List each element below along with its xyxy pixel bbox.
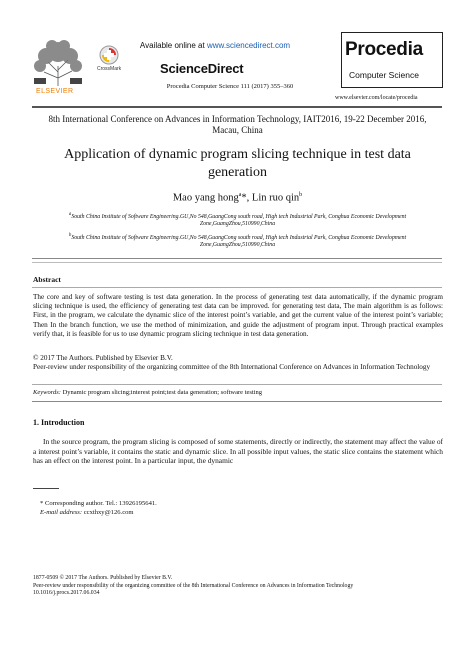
section-rule-thin: [32, 262, 442, 263]
keywords-rule-bottom: [32, 401, 442, 402]
author-1: Mao yang hong: [172, 192, 239, 204]
copyright-block: [33, 354, 443, 372]
abstract-rule: [32, 287, 442, 288]
intro-text: In the source program, the program slicing is composed of some statements, directly or indirectly, the statement may affect the value of a interest point’s variable, it contains the static and dynamic slice. In all possible input values, the static slice contains the statement which has an effect on the interest point. In a particular input, the dynamic: [33, 437, 443, 466]
available-prefix: Available online at: [139, 41, 207, 50]
affiliation-b: [40, 232, 435, 250]
paper-title: Application of dynamic program slicing technique in test data generation: [64, 147, 411, 180]
elsevier-wordmark: ELSEVIER: [36, 88, 74, 95]
elsevier-url[interactable]: www.elsevier.com/locate/procedia: [335, 95, 418, 101]
abstract-text: The core and key of software testing is test data generation. In the process of generating test data automatically, if the dynamic program slicing technique is used, the efficiency of generating test data can be improved. for generating test data, The main algorithm is as follows: First, in the program, we calculate the dynamic slice of the interest point’s variable, and get the current value of the interest point’s variable; Then In the branch function, we use the method of minimization, and guide the adjustment of program input. Through practical examples verify that, it is feasible for us to use dynamic program slicing technique in test data generation.: [33, 293, 443, 338]
email-address[interactable]: ccxthxy@126.com: [82, 509, 134, 516]
affiliation-b-mark: b: [68, 233, 72, 238]
keywords-label: Keywords:: [33, 389, 61, 396]
sciencedirect-logo: ScienceDirect: [160, 61, 244, 76]
author-line: [40, 192, 435, 204]
author-1-star: *: [241, 192, 247, 204]
bottom-peer-review: Peer-review under responsibility of the organizing committee of the 8th International Conference on Advances in Information Technology: [33, 582, 354, 589]
header-rule: [32, 106, 442, 108]
author-separator: ,: [246, 192, 252, 204]
affiliation-a-text: South China Institute of Software Engineering.GU,No 548,GuangCong south road, High tech Industrial Park, Conghua Economic Development Zone,GuangZhou,510990,China: [71, 213, 407, 228]
copyright-line: © 2017 The Authors. Published by Elsevier B.V.: [33, 354, 173, 362]
affiliation-a: [40, 211, 435, 229]
procedia-logo-box: [341, 32, 443, 88]
intro-heading: 1. Introduction: [33, 418, 85, 427]
journal-reference: Procedia Computer Science 111 (2017) 355–360: [166, 83, 294, 90]
keywords-rule: [32, 384, 442, 385]
issn-line: 1877-0509 © 2017 The Authors. Published by Elsevier B.V.: [33, 575, 173, 581]
doi-line[interactable]: 10.1016/j.procs.2017.06.034: [33, 590, 100, 597]
elsevier-tree-logo: [30, 38, 86, 88]
author-1-mark: a: [238, 192, 242, 198]
affiliation-b-text: South China Institute of Software Engineering.GU,No 548,GuangCong south road, High tech Industrial Park, Conghua Economic Development Zone,GuangZhou,510990,China: [71, 234, 407, 249]
peer-review-line: Peer-review under responsibility of the organizing committee of the 8th International Conference on Advances in Information Technology: [33, 363, 431, 372]
keywords-line: [33, 389, 443, 396]
conference-line: 8th International Conference on Advances in Information Technology, IAIT2016, 19-22 December 2016, Macau, China: [48, 114, 427, 135]
sciencedirect-link[interactable]: www.sciencedirect.com: [206, 41, 291, 50]
affiliation-a-mark: a: [68, 212, 72, 217]
abstract-heading: Abstract: [33, 275, 61, 284]
procedia-title: Procedia: [345, 39, 423, 60]
crossmark-label: CrossMark: [97, 66, 122, 72]
email-line: [40, 509, 134, 516]
bottom-info: [33, 575, 443, 598]
footnote-rule: [33, 488, 59, 489]
author-2-mark: b: [299, 192, 303, 198]
corresponding-author: * Corresponding author. Tel.: 13926195641.: [40, 500, 157, 507]
procedia-subtitle: Computer Science: [349, 70, 419, 80]
author-2: Lin ruo qin: [251, 192, 300, 204]
email-label: E-mail address:: [40, 509, 83, 516]
available-online: [100, 41, 330, 50]
keywords-text: Dynamic program slicing;interest point;test data generation; software testing: [60, 389, 263, 396]
section-rule: [32, 258, 442, 259]
